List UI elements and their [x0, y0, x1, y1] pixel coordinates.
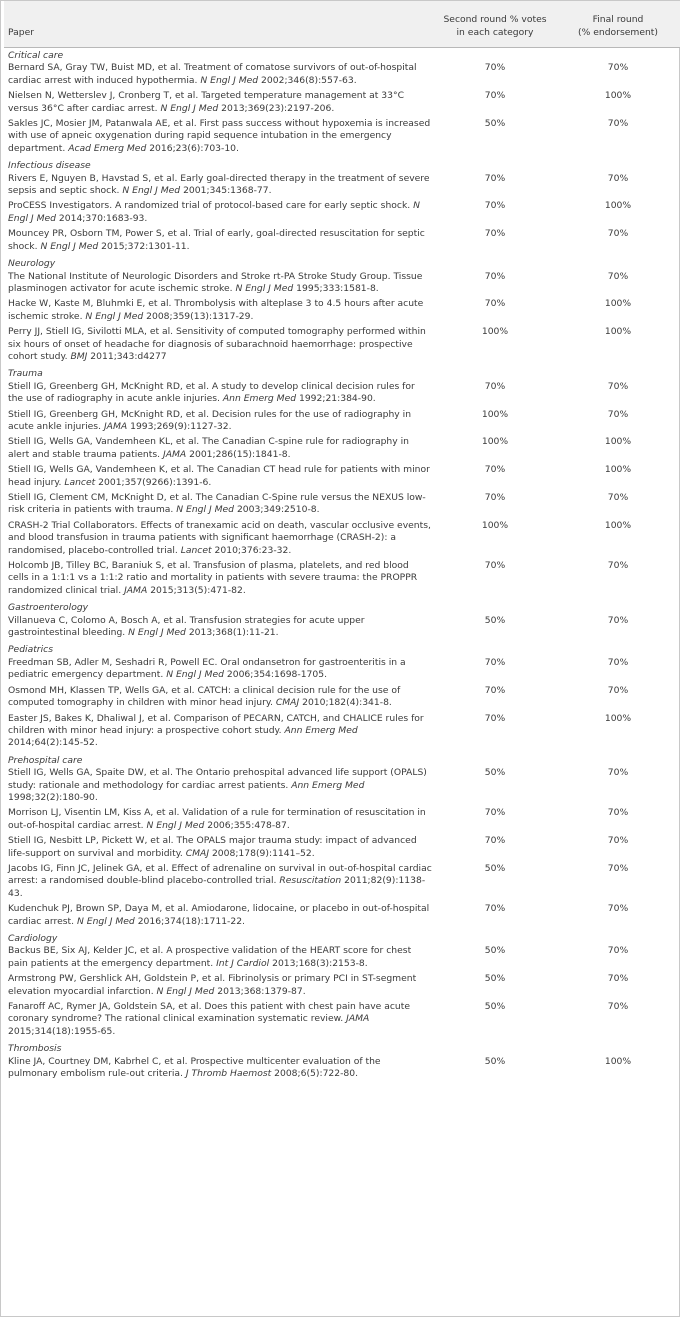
second-round-value: 70% — [484, 684, 506, 696]
table-row — [4, 200, 680, 228]
table-row — [4, 685, 680, 713]
citation-volume: 2013;168(3):2153-8. — [269, 957, 368, 969]
second-round-value: 70% — [484, 172, 506, 184]
citation-text: ProCESS Investigators. A randomized trial of protocol-based care for early septic shock. — [8, 200, 414, 212]
citation-volume: 2001;357(9266):1391-6. — [95, 476, 212, 488]
citation-journal: Ann Emerg Med — [291, 779, 365, 791]
category-label: Pediatrics — [8, 644, 53, 656]
paper-citation — [4, 381, 434, 409]
citation-text: Rivers E, Nguyen B, Havstad S, et al. Early goal-directed therapy in the treatment of severe sepsis and septic shock. — [8, 172, 430, 197]
second-round-value: 70% — [484, 298, 506, 310]
paper-citation — [4, 62, 434, 90]
paper-citation — [4, 615, 434, 643]
table-row — [4, 492, 680, 520]
table-row — [4, 326, 680, 366]
citation-journal: N Engl J Med — [122, 185, 181, 197]
final-round-value: 70% — [607, 118, 629, 130]
citation-volume: 2013;369(23):2197-206. — [218, 102, 335, 114]
citation-journal: JAMA — [103, 420, 128, 432]
header-paper: Paper — [8, 26, 35, 38]
papers-table — [4, 1, 680, 1083]
table-row — [4, 118, 680, 158]
second-round-value: 70% — [484, 903, 506, 915]
paper-citation — [4, 1001, 434, 1041]
paper-citation — [4, 118, 434, 158]
paper-citation — [4, 436, 434, 464]
final-round-value: 70% — [607, 945, 629, 957]
citation-text: Sakles JC, Mosier JM, Patanwala AE, et al. First pass success without hypoxemia is increased with use of apneic oxygenation during rapid sequence intubation in the emergency department. — [8, 118, 431, 154]
paper-citation — [4, 807, 434, 835]
category-row — [4, 753, 680, 767]
paper-citation — [4, 90, 434, 118]
citation-volume: 2015;314(18):1955-65. — [8, 1025, 116, 1037]
second-round-value: 50% — [484, 767, 506, 779]
citation-journal: N Engl J Med — [160, 102, 219, 114]
table-row — [4, 381, 680, 409]
final-round-value: 100% — [604, 90, 632, 102]
final-round-value: 70% — [607, 62, 629, 74]
header-second-round: Second round % votes in each category — [443, 14, 547, 38]
category-row — [4, 158, 680, 172]
category-row — [4, 256, 680, 270]
final-round-value: 70% — [607, 380, 629, 392]
final-round-value: 70% — [607, 767, 629, 779]
citation-volume: 2002;346(8):557-63. — [258, 74, 357, 86]
paper-citation — [4, 464, 434, 492]
citation-volume: 2003;349:2510-8. — [234, 504, 320, 516]
citation-journal: N Engl J Med — [156, 985, 215, 997]
second-round-value: 70% — [484, 90, 506, 102]
citation-text: Villanueva C, Colomo A, Bosch A, et al. Transfusion strategies for acute upper gastrointestinal bleeding. — [8, 614, 365, 639]
paper-citation — [4, 492, 434, 520]
paper-citation — [4, 973, 434, 1001]
citation-journal: N Engl J Med — [8, 200, 420, 224]
category-label: Infectious disease — [8, 160, 91, 172]
final-round-value: 70% — [607, 835, 629, 847]
paper-citation — [4, 945, 434, 973]
second-round-value: 50% — [484, 862, 506, 874]
table-row — [4, 973, 680, 1001]
second-round-value: 100% — [481, 519, 509, 531]
citation-text: Stiell IG, Greenberg GH, McKnight RD, et al. A study to develop clinical decision rules for the use of radiography in acute ankle injuries. — [8, 380, 415, 405]
second-round-value: 70% — [484, 712, 506, 724]
final-round-value: 100% — [604, 464, 632, 476]
citation-volume: 2016;23(6):703-10. — [146, 142, 239, 154]
citation-journal: N Engl J Med — [166, 669, 224, 681]
paper-citation — [4, 1056, 434, 1084]
citation-journal: Int J Cardiol — [216, 957, 270, 969]
citation-journal: J Thromb Haemost — [185, 1068, 272, 1080]
category-label: Trauma — [8, 368, 43, 380]
table-row — [4, 298, 680, 326]
citation-volume: 2006;354:1698-1705. — [223, 669, 327, 681]
header-final-round — [554, 1, 680, 48]
citation-journal: N Engl J Med — [40, 240, 99, 252]
citation-text: Holcomb JB, Tilley BC, Baraniuk S, et al. Transfusion of plasma, platelets, and red blood cells in a 1:1:1 vs a 1:1:2 ratio and mortality in patients with severe trauma: the PROPPR randomized clinical trial. — [8, 560, 418, 596]
paper-citation — [4, 173, 434, 201]
citation-text: Nielsen N, Wetterslev J, Cronberg T, et al. Targeted temperature management at 33°C versus 36°C after cardiac arrest. — [8, 90, 405, 114]
paper-citation — [4, 228, 434, 256]
citation-text: Kudenchuk PJ, Brown SP, Daya M, et al. Amiodarone, lidocaine, or placebo in out-of-hospital cardiac arrest. — [8, 903, 430, 927]
paper-citation — [4, 835, 434, 863]
citation-text: Armstrong PW, Gershlick AH, Goldstein P, et al. Fibrinolysis or primary PCI in ST-segment elevation myocardial infarction. — [8, 973, 417, 997]
citation-journal: N Engl J Med — [235, 282, 294, 294]
citation-volume: 2015;372:1301-11. — [98, 240, 190, 252]
second-round-value: 70% — [484, 835, 506, 847]
citation-volume: 2016;374(18):1711-22. — [134, 915, 245, 927]
category-row — [4, 48, 680, 63]
final-round-value: 100% — [604, 436, 632, 448]
citation-text: Jacobs IG, Finn JC, Jelinek GA, et al. Effect of adrenaline on survival in out-of-hospital cardiac arrest: a randomised double-blind placebo-controlled trial. — [8, 862, 432, 887]
final-round-value: 70% — [607, 270, 629, 282]
table-row — [4, 1056, 680, 1084]
category-label: Critical care — [8, 50, 64, 61]
citation-volume: 2008;178(9):1141–52. — [209, 847, 315, 859]
citation-text: Stiell IG, Clement CM, McKnight D, et al. The Canadian C-Spine rule versus the NEXUS low-risk criteria in patients with trauma. — [8, 492, 426, 516]
table-header — [4, 1, 680, 48]
citation-journal: Lancet — [180, 544, 212, 556]
citation-volume: 2010;182(4):341-8. — [299, 697, 392, 709]
citation-volume: 2014;370:1683-93. — [55, 212, 148, 224]
second-round-value: 70% — [484, 228, 506, 240]
paper-citation — [4, 903, 434, 931]
citation-volume: 1998;32(2):180-90. — [8, 791, 98, 803]
citation-volume: 2010;376:23-32. — [211, 544, 292, 556]
second-round-value: 100% — [481, 326, 509, 338]
citation-text: Stiell IG, Wells GA, Vandemheen KL, et al. The Canadian C-spine rule for radiography in alert and stable trauma patients. — [8, 436, 409, 460]
table-row — [4, 615, 680, 643]
citation-journal: JAMA — [124, 584, 148, 596]
final-round-value: 70% — [607, 492, 629, 503]
paper-citation — [4, 713, 434, 753]
citation-volume: 2001;286(15):1841-8. — [186, 448, 291, 460]
final-round-value: 70% — [607, 684, 629, 696]
final-round-value: 70% — [607, 903, 629, 915]
table-row — [4, 464, 680, 492]
citation-volume: 2013;368(1):11-21. — [185, 627, 279, 639]
citation-text: Kline JA, Courtney DM, Kabrhel C, et al. Prospective multicenter evaluation of the pulmonary embolism rule-out criteria. — [8, 1055, 381, 1080]
table-row — [4, 560, 680, 600]
category-label: Gastroenterology — [8, 602, 89, 614]
citation-text: Stiell IG, Wells GA, Vandemheen K, et al. The Canadian CT head rule for patients with minor head injury. — [8, 464, 430, 488]
final-round-value: 70% — [607, 408, 629, 420]
category-row — [4, 366, 680, 380]
citation-volume: 2011;343:d4277 — [87, 350, 167, 362]
citation-text: Morrison LJ, Visentin LM, Kiss A, et al. Validation of a rule for termination of resuscitation in out-of-hospital cardiac arrest. — [8, 807, 426, 831]
second-round-value: 50% — [484, 945, 506, 957]
citation-text: Easter JS, Bakes K, Dhaliwal J, et al. Comparison of PECARN, CATCH, and CHALICE rules for children with minor head injury: a prospective cohort study. — [8, 712, 424, 736]
final-round-value: 70% — [607, 228, 629, 240]
table-row — [4, 807, 680, 835]
citation-text: Osmond MH, Klassen TP, Wells GA, et al. CATCH: a clinical decision rule for the use of computed tomography in children with minor head injury. — [8, 684, 401, 709]
paper-citation — [4, 560, 434, 600]
table-body — [4, 48, 680, 1084]
citation-volume: 2008;6(5):722-80. — [271, 1068, 359, 1080]
citation-volume: 1993;269(9):1127-32. — [127, 420, 232, 432]
citation-text: Mouncey PR, Osborn TM, Power S, et al. Trial of early, goal-directed resuscitation for septic shock. — [8, 228, 425, 252]
citation-volume: 2013;368:1379-87. — [214, 985, 306, 997]
second-round-value: 50% — [484, 614, 506, 626]
citation-volume: 2008;359(13):1317-29. — [143, 310, 254, 322]
category-label: Neurology — [8, 258, 56, 270]
citation-volume: 2015;313(5):471-82. — [147, 584, 246, 596]
table-row — [4, 945, 680, 973]
citation-volume: 2014;64(2):145-52. — [8, 737, 98, 749]
table-row — [4, 173, 680, 201]
citation-journal: N Engl J Med — [85, 310, 144, 322]
citation-journal: Resuscitation — [279, 875, 342, 887]
citation-text: The National Institute of Neurologic Disorders and Stroke rt-PA Stroke Study Group. Tissue plasminogen activator for acute ischemic stroke. — [8, 270, 423, 294]
citation-journal: N Engl J Med — [200, 74, 259, 86]
paper-citation — [4, 863, 434, 903]
final-round-value: 70% — [607, 560, 629, 572]
citation-text: Hacke W, Kaste M, Bluhmki E, et al. Thrombolysis with alteplase 3 to 4.5 hours after acute ischemic stroke. — [8, 298, 424, 322]
final-round-value: 70% — [607, 862, 629, 874]
citation-text: Backus BE, Six AJ, Kelder JC, et al. A prospective validation of the HEART score for chest pain patients at the emergency department. — [8, 945, 412, 969]
paper-citation — [4, 767, 434, 807]
table-row — [4, 271, 680, 299]
citation-text: Stiell IG, Wells GA, Spaite DW, et al. The Ontario prehospital advanced life support (OPALS) study: rationale and methodology for cardiac arrest patients. — [8, 767, 427, 791]
citation-journal: Ann Emerg Med — [222, 393, 297, 405]
second-round-value: 70% — [484, 807, 506, 819]
table-row — [4, 863, 680, 903]
citation-journal: Ann Emerg Med — [284, 724, 358, 736]
category-row — [4, 931, 680, 945]
citation-journal: JAMA — [346, 1013, 370, 1025]
final-round-value: 70% — [607, 614, 629, 626]
citation-text: Stiell IG, Greenberg GH, McKnight RD, et al. Decision rules for the use of radiography in acute ankle injuries. — [8, 408, 412, 432]
final-round-value: 100% — [604, 1055, 632, 1067]
header-final-round-line1: Final round — [592, 14, 644, 26]
header-final-round-line2: (% endorsement) — [578, 26, 658, 38]
table-row — [4, 409, 680, 437]
table-row — [4, 657, 680, 685]
citation-text: Bernard SA, Gray TW, Buist MD, et al. Treatment of comatose survivors of out-of-hospital cardiac arrest with induced hypothermia. — [8, 62, 417, 86]
citation-text: Freedman SB, Adler M, Seshadri R, Powell EC. Oral ondansetron for gastroenteritis in a pediatric emergency department. — [8, 656, 406, 681]
final-round-value: 100% — [604, 712, 632, 724]
second-round-value: 70% — [484, 464, 506, 476]
final-round-value: 70% — [607, 172, 629, 184]
final-round-value: 100% — [604, 326, 632, 338]
paper-citation — [4, 271, 434, 299]
paper-citation — [4, 326, 434, 366]
table-row — [4, 436, 680, 464]
second-round-value: 50% — [484, 973, 506, 985]
citation-journal: N Engl J Med — [176, 504, 235, 516]
final-round-value: 70% — [607, 656, 629, 668]
final-round-value: 100% — [604, 298, 632, 310]
final-round-value: 100% — [604, 200, 632, 212]
paper-citation — [4, 520, 434, 560]
final-round-value: 100% — [604, 519, 632, 531]
citation-journal: N Engl J Med — [77, 915, 135, 927]
category-row — [4, 600, 680, 614]
category-row — [4, 1041, 680, 1055]
second-round-value: 50% — [484, 118, 506, 130]
paper-citation — [4, 200, 434, 228]
second-round-value: 50% — [484, 1055, 506, 1067]
table-row — [4, 90, 680, 118]
citation-volume: 2001;345:1368-77. — [180, 185, 272, 197]
final-round-value: 70% — [607, 807, 629, 819]
citation-volume: 2006;355:478-87. — [204, 819, 290, 831]
paper-citation — [4, 298, 434, 326]
table-row — [4, 520, 680, 560]
category-label: Thrombosis — [8, 1043, 62, 1055]
second-round-value: 70% — [484, 656, 506, 668]
citation-journal: CMAJ — [275, 697, 300, 709]
second-round-value: 70% — [484, 200, 506, 212]
final-round-value: 70% — [607, 973, 629, 985]
citation-volume: 1995;333:1581-8. — [293, 282, 379, 294]
citation-volume: 2011;82(9):1138-43. — [8, 875, 426, 899]
second-round-value: 70% — [484, 560, 506, 572]
table-row — [4, 713, 680, 753]
citation-journal: Acad Emerg Med — [68, 142, 147, 154]
citation-journal: JAMA — [162, 448, 187, 460]
citation-journal: N Engl J Med — [128, 627, 186, 639]
citation-text: Perry JJ, Stiell IG, Sivilotti MLA, et al. Sensitivity of computed tomography performed within six hours of onset of headache for diagnosis of subarachnoid haemorrhage: prospective cohort study. — [8, 326, 426, 362]
citation-text: Stiell IG, Nesbitt LP, Pickett W, et al. The OPALS major trauma study: impact of advanced life-support on survival and morbidity. — [8, 835, 417, 859]
paper-citation — [4, 657, 434, 685]
citation-journal: N Engl J Med — [146, 819, 205, 831]
citation-volume: 1992;21:384-90. — [296, 393, 376, 405]
table-row — [4, 1001, 680, 1041]
table-row — [4, 835, 680, 863]
citation-text: CRASH-2 Trial Collaborators. Effects of tranexamic acid on death, vascular occlusive events, and blood transfusion in trauma patients with significant haemorrhage (CRASH-2): a randomised, placebo-controlled trial. — [8, 519, 431, 556]
second-round-value: 70% — [484, 270, 506, 282]
table-row — [4, 228, 680, 256]
category-label: Cardiology — [8, 933, 58, 944]
second-round-value: 100% — [481, 408, 509, 420]
citation-text: Fanaroff AC, Rymer JA, Goldstein SA, et al. Does this patient with chest pain have acute coronary syndrome? The rational clinical examination systematic review. — [8, 1001, 411, 1025]
final-round-value: 70% — [607, 1001, 629, 1013]
table-row — [4, 903, 680, 931]
paper-citation — [4, 685, 434, 713]
table-row — [4, 62, 680, 90]
table-row — [4, 767, 680, 807]
citation-journal: BMJ — [70, 350, 88, 362]
second-round-value: 70% — [484, 62, 506, 74]
citation-journal: Lancet — [64, 476, 96, 488]
second-round-value: 70% — [484, 492, 506, 503]
paper-citation — [4, 409, 434, 437]
category-row — [4, 642, 680, 656]
category-label: Prehospital care — [8, 754, 83, 766]
second-round-value: 100% — [481, 436, 509, 448]
second-round-value: 50% — [484, 1001, 506, 1013]
second-round-value: 70% — [484, 380, 506, 392]
citation-journal: CMAJ — [185, 847, 210, 859]
